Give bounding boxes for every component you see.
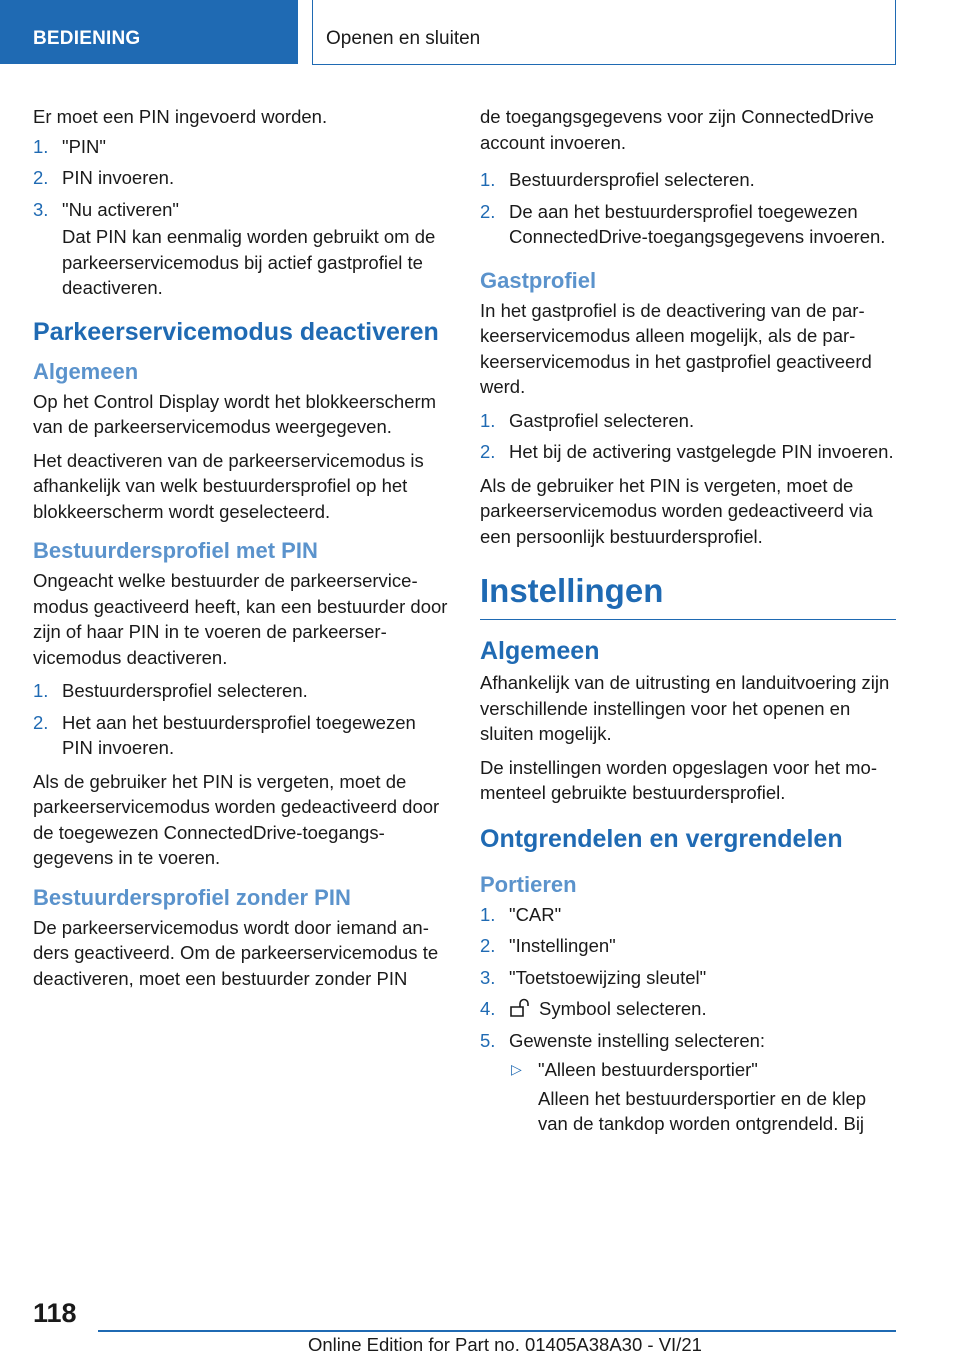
step-number: 1.	[33, 680, 49, 701]
list-item	[509, 1057, 896, 1137]
pin-steps	[33, 134, 451, 301]
heading-profile-with-pin: Bestuurdersprofiel met PIN	[33, 538, 318, 563]
paragraph: In het gastprofiel is de deactivering van de parkeerservicemodus alleen mogelijk, als de parkeerservicemodus in het gastprofiel geactiveerd werd.	[480, 299, 872, 397]
step-text: PIN invoeren.	[62, 167, 175, 188]
step-note: Dat PIN kan eenmalig worden gebruikt om de parkeerservicemodus bij actief gastprofiel te deactiveren.	[62, 226, 436, 298]
paragraph: Als de gebruiker het PIN is vergeten, moet de parkeerservicemodus worden gedeactiveerd via een persoonlijk bestuurdersprofiel.	[480, 474, 873, 547]
list-item	[33, 134, 451, 160]
paragraph: De instellingen worden opgeslagen voor het momenteel gebruikte bestuurdersprofiel.	[480, 756, 877, 803]
door-steps	[480, 902, 896, 1137]
heading-instellingen: Instellingen	[480, 571, 896, 620]
chapter-title: Openen en sluiten	[326, 28, 481, 49]
step-text: De aan het bestuurdersprofiel toegewezen ConnectedDrive-toegangsgegevens invoeren.	[509, 200, 886, 247]
account-steps	[480, 167, 896, 250]
list-item	[480, 933, 896, 959]
list-item	[480, 965, 896, 991]
paragraph: Afhankelijk van de uitrusting en landuitvoering zijn verschillende instellingen voor het openen en sluiten mogelijk.	[480, 672, 890, 744]
step-number: 3.	[480, 966, 496, 988]
step-text: "Nu activeren"	[62, 198, 179, 220]
paragraph: Het deactiveren van de parkeerservicemodus is afhankelijk van welk bestuurdersprofiel op het blokkeerscherm wordt geselecteerd.	[33, 449, 424, 522]
setting-options	[509, 1057, 896, 1137]
step-text: Symbool selecteren.	[539, 998, 707, 1019]
step-text: "PIN"	[62, 135, 106, 157]
footer-edition: Online Edition for Part no. 01405A38A30 - VI/21	[308, 1334, 702, 1355]
list-item	[33, 678, 451, 704]
list-item	[480, 996, 896, 1022]
step-text: "Toetstoewijzing sleutel"	[509, 966, 707, 988]
footer-divider	[98, 1330, 896, 1332]
step-number: 2.	[33, 167, 49, 188]
step-number: 2.	[480, 935, 496, 956]
option-note: Alleen het bestuurdersportier en de klep van de tankdop worden ontgrendeld. Bij	[538, 1087, 867, 1134]
option-text: "Alleen bestuurdersportier"	[538, 1059, 758, 1080]
step-text: Bestuurdersprofiel selecteren.	[62, 680, 308, 701]
list-item	[480, 167, 896, 193]
paragraph: de toegangsgegevens voor zijn ConnectedDrive account invoeren.	[480, 106, 874, 153]
section-tab	[0, 0, 298, 64]
step-number: 2.	[480, 441, 496, 462]
step-text: Gastprofiel selecteren.	[509, 409, 695, 431]
chapter-tab	[312, 0, 896, 65]
step-text: Het bij de activering vastgelegde PIN invoeren.	[509, 441, 894, 462]
step-text: Het aan het bestuurdersprofiel toegewezen PIN invoeren.	[62, 711, 416, 758]
heading-portieren: Portieren	[480, 871, 577, 897]
heading-profile-without-pin: Bestuurdersprofiel zonder PIN	[33, 884, 351, 910]
step-number: 4.	[480, 998, 496, 1019]
step-text: "Instellingen"	[509, 935, 616, 956]
list-item	[480, 199, 896, 250]
step-number: 1.	[480, 409, 496, 431]
paragraph: Ongeacht welke bestuurder de parkeerservicemodus geactiveerd heeft, kan een bestuurder door zijn of haar PIN in te voeren de parkeerservicemodus deactiveren.	[33, 570, 448, 668]
page-number: 118	[33, 1298, 77, 1328]
intro-text: Er moet een PIN ingevoerd worden.	[33, 106, 328, 127]
triangle-bullet-icon: ▷	[511, 1061, 522, 1077]
step-number: 1.	[480, 903, 496, 925]
list-item	[33, 165, 451, 191]
step-number: 5.	[480, 1029, 496, 1051]
step-text: "CAR"	[509, 903, 562, 925]
heading-algemeen-settings: Algemeen	[480, 637, 600, 665]
step-number: 3.	[33, 198, 49, 220]
heading-park-deactivate: Parkeerservicemodus deactiveren	[33, 317, 439, 346]
step-number: 1.	[33, 135, 49, 157]
list-item	[33, 710, 451, 761]
list-item	[480, 408, 896, 434]
guest-steps	[480, 408, 896, 465]
section-title: BEDIENING	[33, 28, 141, 49]
heading-ontgrendelen: Ontgrendelen en vergrendelen	[480, 824, 843, 853]
right-column	[480, 104, 896, 1145]
list-item	[480, 1028, 896, 1137]
heading-gastprofiel: Gastprofiel	[480, 267, 597, 293]
paragraph: De parkeerservicemodus wordt door iemand anders geactiveerd. Om de parkeerservicemodus te deactiveren, moet een bestuurder zonder PIN	[33, 916, 439, 989]
step-number: 2.	[33, 711, 49, 733]
list-item	[33, 197, 451, 301]
step-number: 1.	[480, 169, 496, 190]
paragraph: Op het Control Display wordt het blokkeerscherm van de parkeerservicemodus weergegeven.	[33, 390, 437, 437]
list-item	[480, 439, 896, 465]
step-text: Gewenste instelling selecteren:	[509, 1029, 766, 1051]
unlock-icon	[509, 998, 531, 1018]
step-text: Bestuurdersprofiel selecteren.	[509, 169, 755, 190]
paragraph: Als de gebruiker het PIN is vergeten, moet de parkeerservicemodus worden gedeactiveerd door de toegewezen ConnectedDrive-toegangsgegevens in te voeren.	[33, 770, 440, 868]
list-item	[480, 902, 896, 928]
step-number: 2.	[480, 200, 496, 222]
heading-algemeen: Algemeen	[33, 358, 139, 384]
left-column	[33, 104, 451, 999]
with-pin-steps	[33, 678, 451, 761]
